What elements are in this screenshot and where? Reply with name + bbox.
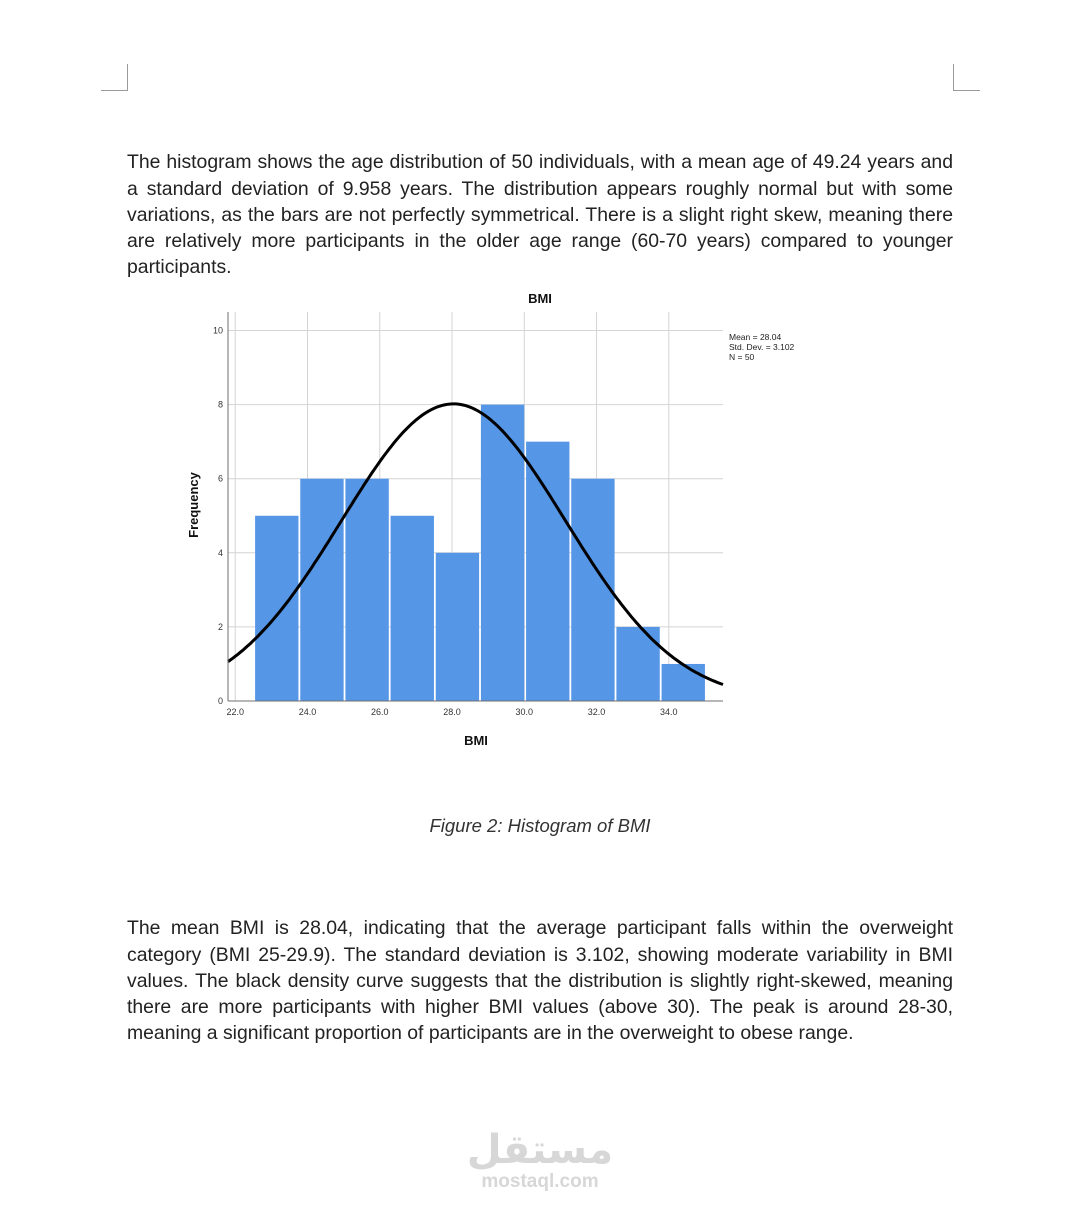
histogram-bar-1 bbox=[300, 479, 343, 701]
watermark bbox=[440, 1128, 640, 1192]
y-tick-label-3: 6 bbox=[217, 473, 223, 484]
y-tick-label-2: 4 bbox=[217, 547, 223, 558]
y-tick-label-1: 2 bbox=[217, 621, 223, 632]
x-tick-label-4: 30.0 bbox=[515, 707, 534, 717]
histogram-bar-2 bbox=[345, 479, 388, 701]
histogram-bar-9 bbox=[662, 664, 705, 701]
x-tick-label-0: 22.0 bbox=[226, 707, 244, 717]
x-tick-label-2: 26.0 bbox=[370, 707, 389, 717]
histogram-bar-6 bbox=[526, 442, 569, 701]
histogram-bar-3 bbox=[391, 516, 434, 701]
histogram-bar-4 bbox=[436, 553, 479, 701]
x-tick-label-3: 28.0 bbox=[443, 707, 461, 717]
x-tick-label-5: 32.0 bbox=[587, 707, 606, 717]
stat-mean: Mean = 28.04 bbox=[729, 332, 782, 342]
chart-title: BMI bbox=[528, 291, 552, 306]
y-tick-label-0: 0 bbox=[217, 696, 223, 706]
x-tick-label-1: 24.0 bbox=[298, 707, 317, 717]
y-axis-label: Frequency bbox=[186, 472, 201, 538]
y-tick-label-4: 8 bbox=[217, 399, 223, 410]
histogram-bar-7 bbox=[571, 479, 614, 701]
watermark-url: mostaql.com bbox=[481, 1171, 599, 1192]
stat-n: N = 50 bbox=[729, 352, 755, 362]
figure-caption: Figure 2: Histogram of BMI bbox=[429, 815, 651, 836]
paragraph-bmi: The mean BMI is 28.04, indicating that the average participant falls within the overweight category (BMI 25-29.9). The standard deviation is 3.102, showing moderate variability in BMI values. The black density curve suggests that the distribution is slightly right-skewed, meaning there are more participants with higher BMI values (above 30). The peak is around 28-30, meaning a significant proportion of participants are in the overweight to obese range. bbox=[127, 917, 953, 1045]
histogram-bar-8 bbox=[616, 627, 659, 701]
x-axis-label: BMI bbox=[464, 733, 488, 748]
x-tick-label-6: 34.0 bbox=[660, 707, 678, 717]
paragraph-age: The histogram shows the age distribution of 50 individuals, with a mean age of 49.24 years and a standard deviation of 9.958 years. The distribution appears roughly normal but with some variations, as the bars are not perfectly symmetrical. There is a slight right skew, meaning there are relatively more participants in the older age range (60-70 years) compared to younger participants. bbox=[127, 151, 953, 279]
watermark-logo: مستقل bbox=[466, 1127, 614, 1173]
stats-box bbox=[729, 332, 795, 362]
histogram-bar-0 bbox=[255, 516, 298, 701]
stat-std-dev: Std. Dev. = 3.102 bbox=[729, 342, 795, 352]
y-tick-label-5: 10 bbox=[212, 325, 223, 336]
